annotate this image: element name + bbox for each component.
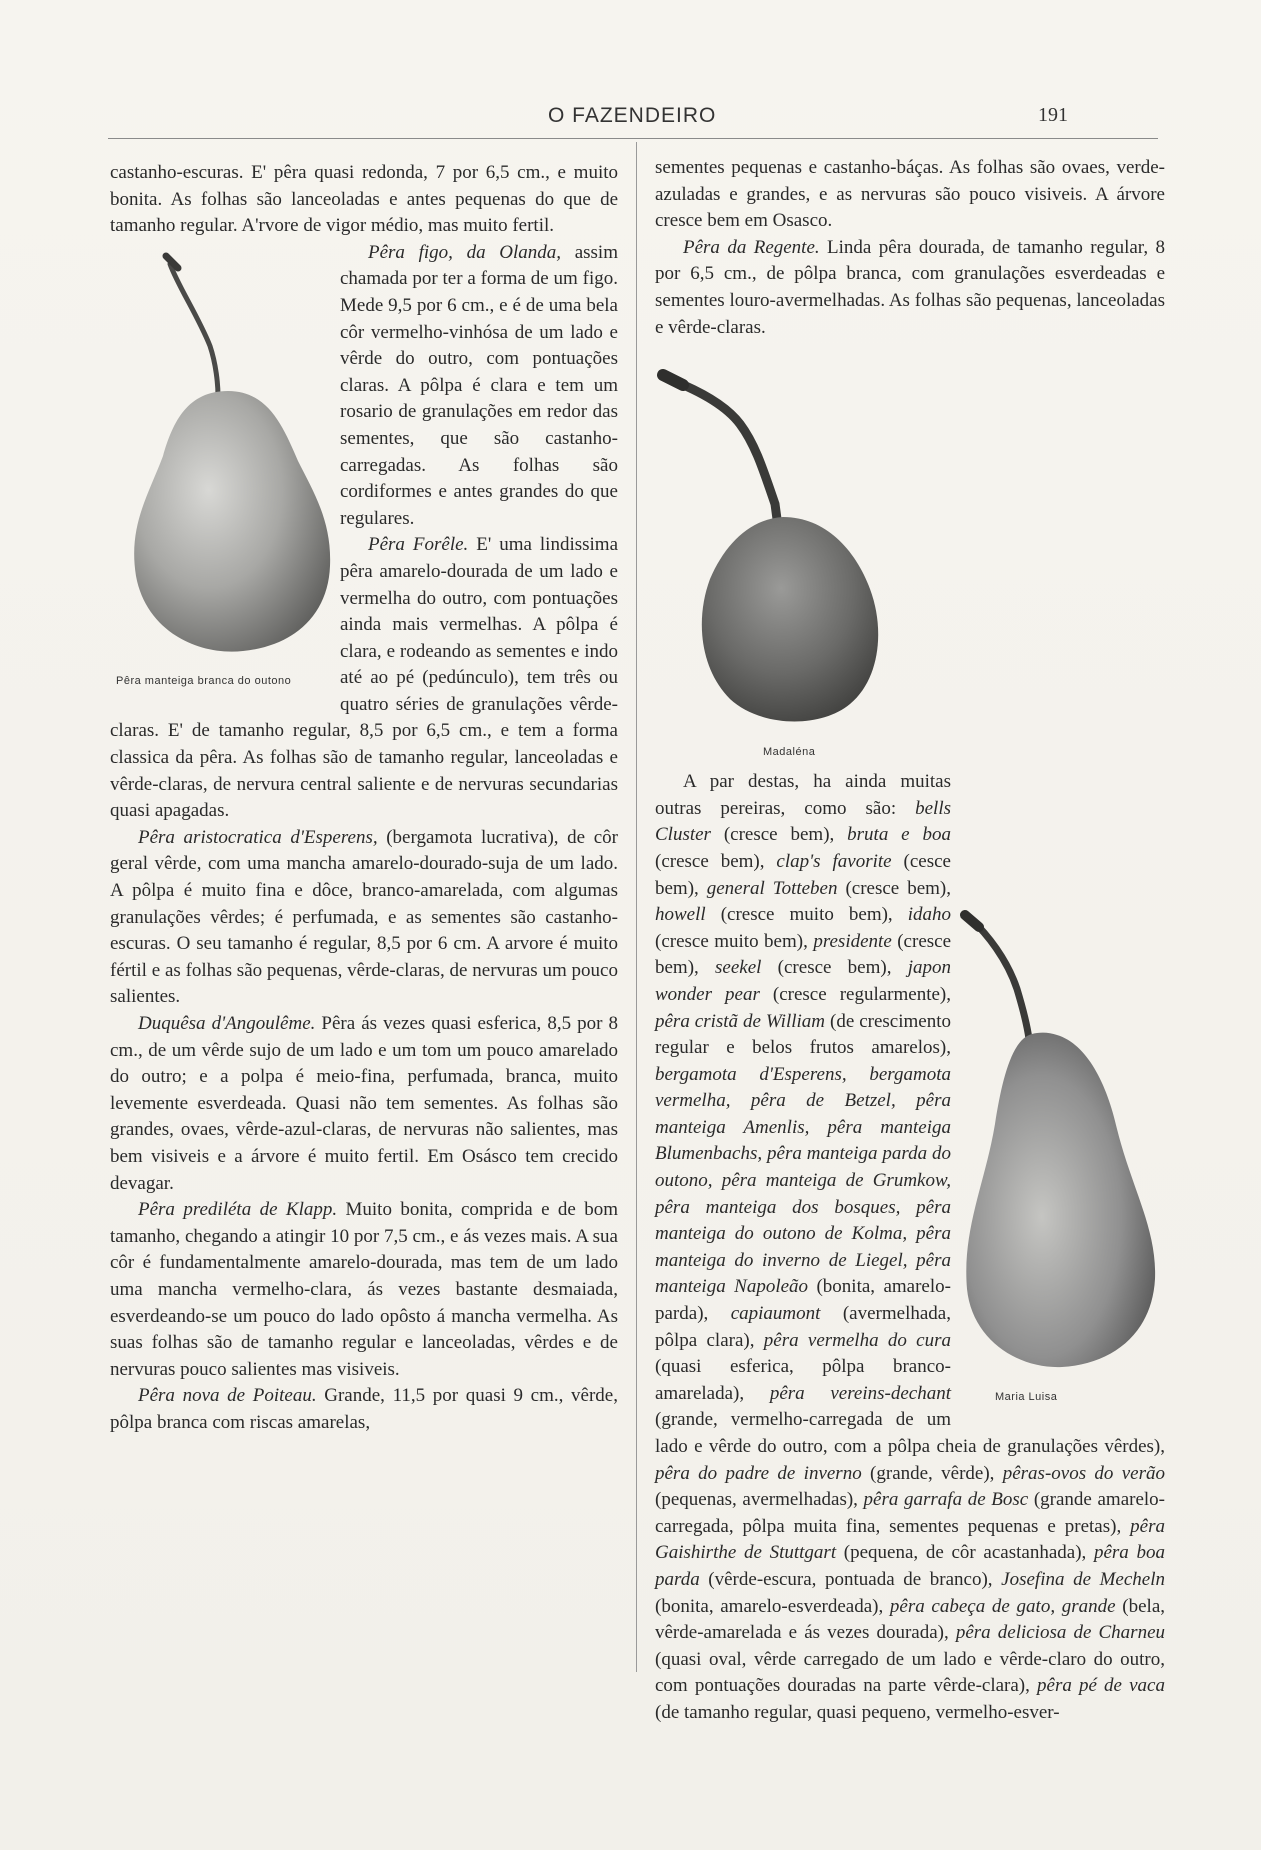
pear-madalena-illustration [655,369,917,739]
left-column [110,160,618,1437]
pear-caption-2: Madaléna [763,746,816,759]
pear-name-figo: Pêra figo, da Olanda, [368,241,562,263]
pear-name-regente: Pêra da Regente. [683,236,820,258]
left-paragraph-5: Duquêsa d'Angoulême. Pêra ás vezes quasi esferica, 8,5 por 8 cm., de um vêrde sujo de um lado e um tom um pouco amarelado do outro; e a polpa é meio-fina, perfumada, branca, muito levemente esverdeada. Quasi não tem sementes. As folhas são grandes, ovaes, vêrde-azul-claras, de nervuras não salientes, mas bem visiveis e a árvore é muito fertil. Em Osásco tem crecido devagar. [110,1013,618,1194]
pear-caption-1: Pêra manteiga branca do outono [116,674,292,687]
pear-figure-1 [110,242,340,694]
journal-title: O FAZENDEIRO [548,104,717,127]
left-paragraph-4: Pêra aristocratica d'Esperens, (bergamota lucrativa), de côr geral vêrde, com uma mancha amarelo-dourado-suja de um lado. A pôlpa é muito fina e dôce, branco-amarelada, com algumas granulações vêrdes; é perfumada, e as sementes são castanho-escuras. O seu tamanho é regular, 8,5 por 6 cm. A arvore é muito fértil e as folhas são pequenas, vêrde-claras, de nervuras um pouco salientes. [110,826,619,1008]
right-paragraph-1: sementes pequenas e castanho-báças. As folhas são ovaes, verde-azuladas e grandes, e as nervuras são pouco visiveis. A árvore cresce bem em Osasco. [655,157,1165,232]
pear-figure-3 [957,909,1165,1409]
right-paragraph-3: A par destas, ha ainda muitas outras pereiras, como são: bells Cluster (cresce bem), bruta e boa (cresce bem), clap's favorite (cesce bem), general Totteben (cresce bem), howell (cresce muito bem), idaho (cresce muito bem), presidente (cresce bem), seekel (cresce bem), japon wonder pear (cresce regularmente), pêra cristã de William (de crescimento regular e belos frutos amarelos), bergamota d'Esperens, bergamota vermelha, pêra de Betzel, pêra manteiga Amenlis, pêra manteiga Blumenbachs, pêra manteiga parda do outono, pêra manteiga de Grumkow, pêra manteiga dos bosques, pêra manteiga do outono de Kolma, pêra manteiga do inverno de Liegel, pêra manteiga Napoleão (bonita, amarelo-parda), capiaumont (avermelhada, pôlpa clara), pêra vermelha do cura (quasi esferica, pôlpa branco-amarelada), pêra vereins-dechant (grande, vermelho-carregada de um lado e vêrde do outro, com a pôlpa cheia de granulações vêrdes), pêra do padre de inverno (grande, vêrde), pêras-ovos do verão (pequenas, avermelhadas), pêra garrafa de Bosc (grande amarelo-carregada, pôlpa muita fina, sementes pequenas e pretas), pêra Gaishirthe de Stuttgart (pequena, de côr acastanhada), pêra boa parda (vêrde-escura, pontuada de branco), Josefina de Mecheln (bonita, amarelo-esverdeada), pêra cabeça de gato, grande (bela, vêrde-amarelada e ás vezes dourada), pêra deliciosa de Charneu (quasi oval, vêrde carregado de um lado e vêrde-claro do outro, com pontuações douradas na parte vêrde-clara), pêra pé de vaca (de tamanho regular, quasi pequeno, vermelho-esver- [655,771,1166,1723]
pear-manteiga-branca-illustration [118,246,338,666]
left-paragraph-3: Pêra Forêle. E' uma lindissima pêra amarelo-dourada de um lado e vermelha do outro, com pontuações ainda mais vermelhas. A pôlpa é clara, e rodeando as sementes e indo até ao pé (pedúnculo), tem três ou quatro séries de granulações vêrde-claras. E' de tamanho regular, 8,5 por 6,5 cm., e tem a forma classica da pêra. As folhas são de tamanho regular, lanceoladas e vêrde-claras, de nervura central saliente e de nervuras secundarias quasi apagadas. [110,534,618,822]
pear-name-klapp: Pêra prediléta de Klapp. [138,1199,338,1221]
right-column [655,155,1165,1727]
page-header [548,104,1068,134]
column-divider [636,142,637,1672]
left-paragraph-7: Pêra nova de Poiteau. Grande, 11,5 por quasi 9 cm., vêrde, pôlpa branca com riscas amarelas, [110,1385,618,1433]
pear-name-poiteau: Pêra nova de Poiteau. [138,1385,317,1407]
pear-figure-2 [655,369,917,769]
pear-name-duquesa: Duquêsa d'Angoulême. [138,1013,316,1034]
left-paragraph-1: castanho-escuras. E' pêra quasi redonda, 7 por 6,5 cm., e muito bonita. As folhas são lanceoladas e antes pequenas do que de tamanho regular. A'rvore de vigor médio, mas muito fertil. [110,162,618,237]
pear-maria-luisa-illustration [957,909,1165,1379]
header-rule [108,138,1158,139]
pear-caption-3: Maria Luisa [995,1391,1058,1404]
right-paragraph-2: Pêra da Regente. Linda pêra dourada, de tamanho regular, 8 por 6,5 cm., de pôlpa branca, com granulações esverdeadas e sementes louro-avermelhadas. As folhas são pequenas, lanceoladas e vêrde-claras. [655,236,1165,338]
page-number: 191 [1038,104,1068,126]
left-paragraph-2: Pêra figo, da Olanda, assim chamada por ter a forma de um figo. Mede 9,5 por 6 cm., e é de uma bela côr vermelho-vinhósa de um lado e vêrde do outro, com pontuações claras. A pôlpa é clara e tem um rosario de granulações em redor das sementes, que são castanho-carregadas. As folhas são cordiformes e antes grandes do que regulares. [340,241,618,529]
pear-name-forele: Pêra Forêle. [368,534,469,556]
pear-name-aristocratica: Pêra aristocratica d'Esperens, [138,826,378,848]
left-paragraph-6: Pêra prediléta de Klapp. Muito bonita, comprida e de bom tamanho, chegando a atingir 10 por 7,5 cm., e ás vezes mais. A sua côr é fundamentalmente amarelo-dourada, mas tem de um lado uma mancha vermelho-clara, ás vezes bastante desmaiada, esverdeando-se um pouco do lado opôsto á mancha vermelha. As suas folhas são de tamanho regular e lanceoladas, vêrdes e de nervuras pouco salientes mas visiveis. [110,1199,618,1380]
